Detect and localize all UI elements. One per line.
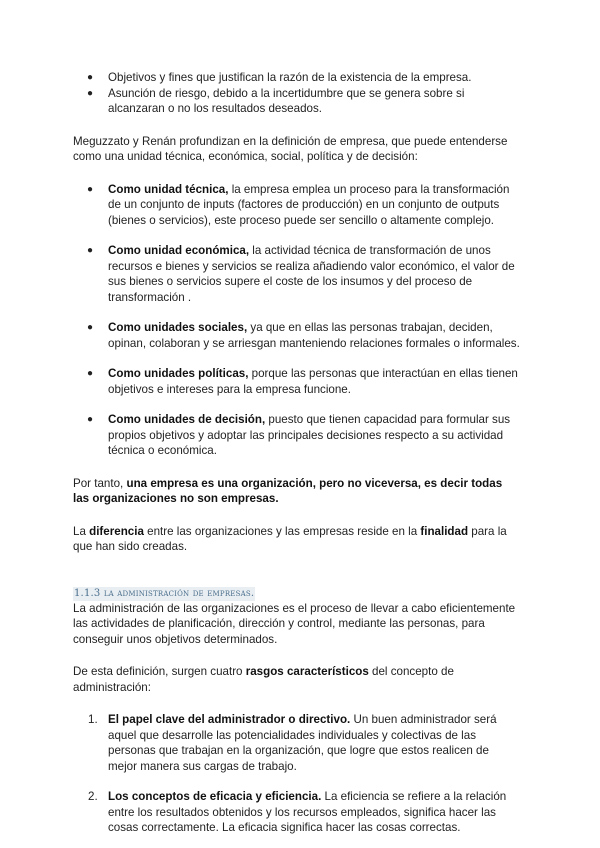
bullet-icon: ● [87, 87, 94, 99]
list-item: ● Asunción de riesgo, debido a la incertidumbre que se genera sobre si alcanzaran o no los resultados deseados. [87, 86, 465, 115]
bullet-icon: ● [87, 322, 94, 333]
section-heading: 1.1.3 la administración de empresas. [74, 587, 255, 599]
paragraph-administracion: La administración de las organizaciones es el proceso de llevar a cabo eficientemente las actividades de planificación, dirección y control, mediante las personas, para conseguir unos objetivos determinados. [73, 601, 516, 646]
top-bullet-list [73, 70, 520, 117]
bullet-icon: ● [87, 183, 94, 195]
paragraph-diferencia: La diferencia entre las organizaciones y las empresas reside en la finalidad para la que han sido creadas. [73, 524, 507, 553]
list-item: ● Como unidad económica, la actividad técnica de transformación de unos recursos e bienes y servicios se realiza añadiendo valor económico, el valor de sus bienes o servicios supere el coste de los insumos y del proceso de transformación . [87, 244, 515, 304]
unidades-list [73, 182, 520, 459]
paragraph-meguzzato: Meguzzato y Renán profundizan en la definición de empresa, que puede entenderse como una unidad técnica, económica, social, política y de decisión: [73, 134, 508, 163]
rasgos-list [73, 712, 520, 836]
paragraph-rasgos: De esta definición, surgen cuatro rasgos característicos del concepto de administración: [73, 665, 454, 694]
list-item: ● Objetivos y fines que justifican la razón de la existencia de la empresa. [87, 71, 472, 84]
list-item: 2. Los conceptos de eficacia y eficiencia. La eficiencia se refiere a la relación entre los resultados obtenidos y los recursos empleados, significa hacer las cosas correctamente. La eficacia significa hacer las cosas correctas. [88, 790, 507, 834]
bullet-icon: ● [87, 368, 94, 379]
list-item: 1. El papel clave del administrador o directivo. Un buen administrador será aquel que desarrolle las potencialidades individuales y colectivas de las personas que trabajan en la organización, que logre que estos realicen de mejor manera sus cargas de trabajo. [88, 713, 497, 773]
list-item: ● Como unidad técnica, la empresa emplea un proceso para la transformación de un conjunto de inputs (factores de producción) en un conjunto de outputs (bienes o servicios), este proceso puede ser sencillo o altamente complejo. [87, 182, 510, 227]
bullet-icon: ● [87, 72, 94, 83]
paragraph-por-tanto: Por tanto, una empresa es una organización, pero no viceversa, es decir todas las organizaciones no son empresas. [73, 476, 503, 505]
bullet-icon: ● [87, 414, 94, 425]
list-item: ● Como unidades de decisión, puesto que tienen capacidad para formular sus propios objetivos y adoptar las principales decisiones respecto a su actividad técnica o económica. [87, 413, 511, 457]
bullet-icon: ● [87, 245, 94, 256]
list-item: ● Como unidades sociales, ya que en ellas las personas trabajan, deciden, opinan, colaboran y se arriesgan manteniendo relaciones formales o informales. [87, 321, 520, 350]
list-item: ● Como unidades políticas, porque las personas que interactúan en ellas tienen objetivos e intereses para la empresa funcione. [87, 367, 518, 396]
